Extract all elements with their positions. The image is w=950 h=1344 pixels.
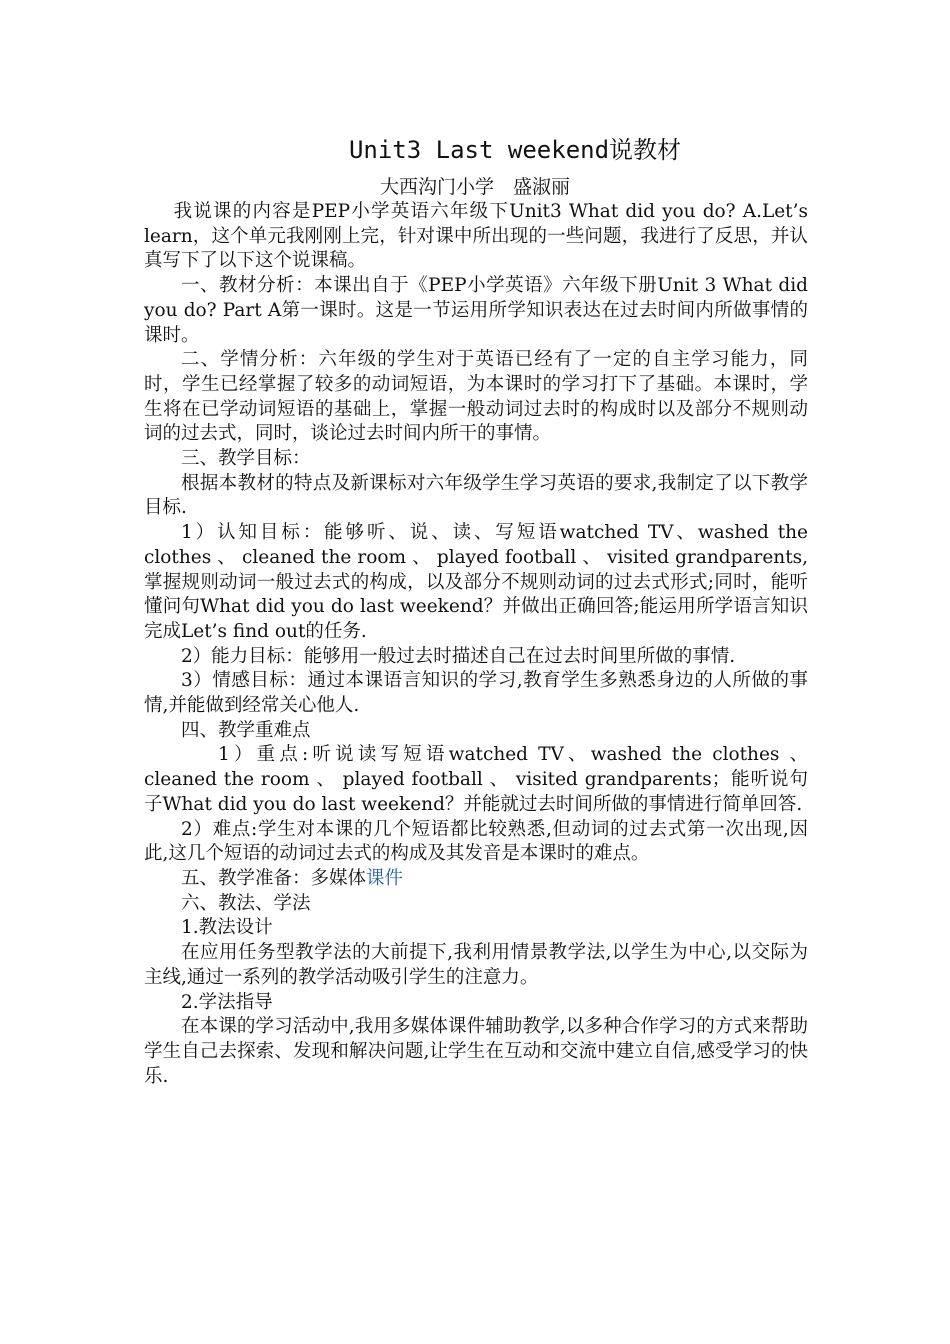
heading-teaching-goals: 三、教学目标： <box>181 448 311 470</box>
paragraph-textbook-analysis: 一、教材分析：本课出自于《PEP小学英语》六年级下册Unit 3 What did you do? Part A第一课时。这是一节运用所学知识表达在过去时间内所做事情的课时。 <box>144 275 808 346</box>
paragraph-difficult-points: 2）难点:学生对本课的几个短语都比较熟悉,但动词的过去式第一次出现,因此,这几个短语的动词过去式的构成及其发音是本课时的难点。 <box>144 818 808 865</box>
heading-learning-method: 2.学法指导 <box>181 991 273 1013</box>
document-body <box>144 200 808 1089</box>
courseware-link[interactable]: 课件 <box>366 867 404 889</box>
heading-methods: 六、教法、学法 <box>181 892 311 914</box>
paragraph-goals-intro: 根据本教材的特点及新课标对六年级学生学习英语的要求,我制定了以下教学目标. <box>144 472 808 519</box>
paragraph-learning-method: 在本课的学习活动中,我用多媒体课件辅助教学,以多种合作学习的方式来帮助学生自己去探索、发现和解决问题,让学生在互动和交流中建立自信,感受学习的快乐. <box>144 1016 808 1087</box>
document-author: 大西沟门小学 盛淑丽 <box>379 176 570 198</box>
paragraph-emotion-goal: 3）情感目标：通过本课语言知识的学习,教育学生多熟悉身边的人所做的事情,并能做到经常关心他人. <box>144 670 808 717</box>
heading-key-difficult: 四、教学重难点 <box>181 719 311 741</box>
paragraph-key-points: 1）重点:听说读写短语watched TV、washed the clothes 、 cleaned the room 、 played football 、 visited grandparents；能听说句子What did you do last weekend？并能就过去时间所做的事情进行简单回答. <box>144 744 808 815</box>
paragraph-teaching-method: 在应用任务型教学法的大前提下,我利用情景教学法,以学生为中心,以交际为主线,通过一系列的教学活动吸引学生的注意力。 <box>144 942 808 988</box>
document-title: Unit3 Last weekend说教材 <box>348 136 682 164</box>
paragraph-cognitive-goal: 1）认知目标：能够听、说、读、写短语watched TV、washed the clothes 、 cleaned the room 、 played football 、 visited grandparents,掌握规则动词一般过去式的构成，以及部分不规则动词的过去式形式;同时，能听懂问句What did you do last weekend？并做出正确回答;能运用所学语言知识完成Let’s find out的任务. <box>144 522 808 642</box>
paragraph-preparation <box>144 867 808 892</box>
paragraph-intro: 我说课的内容是PEP小学英语六年级下Unit3 What did you do? A.Let’s learn，这个单元我刚刚上完，针对课中所出现的一些问题，我进行了反思，并认真写下了以下这个说课稿。 <box>144 201 808 272</box>
paragraph-student-analysis: 二、学情分析：六年级的学生对于英语已经有了一定的自主学习能力，同时，学生已经掌握了较多的动词短语，为本课时的学习打下了基础。本课时，学生将在已学动词短语的基础上，掌握一般动词过去时的构成时以及部分不规则动词的过去式，同时，谈论过去时间内所干的事情。 <box>144 349 808 445</box>
paragraph-ability-goal: 2）能力目标：能够用一般过去时描述自己在过去时间里所做的事情. <box>181 645 736 667</box>
heading-teaching-method: 1.教法设计 <box>181 917 273 939</box>
preparation-text: 五、教学准备：多媒体 <box>181 867 367 889</box>
